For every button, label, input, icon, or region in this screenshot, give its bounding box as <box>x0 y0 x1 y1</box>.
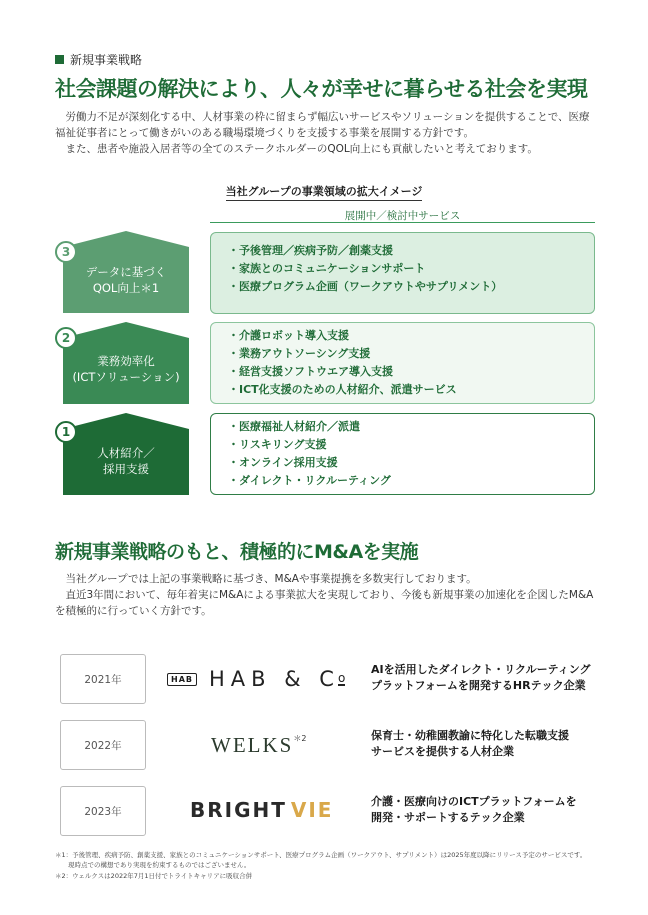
brightvie-logo <box>190 795 333 825</box>
service-item: ・ 医療福祉人材紹介／派遣 <box>228 418 594 436</box>
year-2022: 2022年 <box>60 720 146 770</box>
tier-2-number: 2 <box>55 327 77 349</box>
service-item: ・ 介護ロボット導入支援 <box>228 327 594 345</box>
welks-description: 保育士・幼稚園教諭に特化した転職支援 サービスを提供する人材企業 <box>371 729 569 758</box>
brightvie-description: 介護・医療向けのICTプラットフォームを 開発・サポートするテック企業 <box>371 795 577 824</box>
tier-1-services <box>210 413 595 495</box>
welks-logo <box>211 730 306 760</box>
intro-paragraph-1: 労働力不足が深刻化する中、人材事業の枠に留まらず幅広いサービスやソリューションを提供することで、医療福祉従事者にとって働きがいのある職場環境づくりを支援する事業を展開する方針です。 <box>55 111 590 139</box>
ma-headline: 新規事業戦略のもと、積極的にM&Aを実施 <box>55 541 419 563</box>
habco-description: AIを活用したダイレクト・リクルーティング プラットフォームを開発するHRテック企業 <box>371 663 591 692</box>
footnote-2: ＊2：ウェルクスは2022年7月1日付でトライトキャリアに吸収合併 <box>55 872 253 880</box>
welks-note: ＊2 <box>293 734 307 743</box>
ma-paragraph-2: 直近3年間において、毎年着実にM&Aによる事業拡大を実現しており、今後も新規事業の加速化を企図したM&Aを積極的に行っていく方針です。 <box>55 589 594 617</box>
service-item: ・ ダイレクト・リクルーティング <box>228 472 594 490</box>
brightvie-accent: VIE <box>290 798 334 822</box>
tier-2 <box>63 322 189 404</box>
habco-logo <box>167 664 345 694</box>
habco-wordmark-tail: o <box>337 670 346 685</box>
service-item: ・ オンライン採用支援 <box>228 454 594 472</box>
tier-1-number: 1 <box>55 421 77 443</box>
service-item: ・ 家族とのコミュニケーションサポート <box>228 260 594 278</box>
page-headline: 社会課題の解決により、人々が幸せに暮らせる社会を実現 <box>55 77 588 101</box>
habco-wordmark: HAB & C <box>208 667 340 691</box>
tier-2-services <box>210 322 595 404</box>
service-item: ・ 予後管理／疾病予防／創薬支援 <box>228 242 594 260</box>
tier-3-services <box>210 232 595 314</box>
year-2023: 2023年 <box>60 786 146 836</box>
tier-2-label: 業務効率化 (ICTソリューション) <box>72 354 180 384</box>
intro-text <box>55 109 600 157</box>
section-label <box>55 51 142 68</box>
services-label: 展開中／検討中サービス <box>344 210 461 222</box>
footnote-1-cont: 現時点での構想であり実現を約束するものではございません。 <box>55 861 251 869</box>
section-label-text: 新規事業戦略 <box>70 53 143 67</box>
service-item: ・ 医療プログラム企画（ワークアウトやサプリメント） <box>228 278 594 296</box>
footnote-1: ＊1：予後管理、疾病予防、創薬支援、家族とのコミュニケーションサポート、医療プログラム企画（ワークアウト、サプリメント）は2025年度以降にリリース予定のサービスです。 <box>55 851 587 859</box>
service-item: ・ 業務アウトソーシング支援 <box>228 345 594 363</box>
service-item: ・ 経営支援ソフトウエア導入支援 <box>228 363 594 381</box>
intro-paragraph-2: また、患者や施設入居者等の全てのステークホルダーのQOL向上にも貢献したいと考えております。 <box>65 143 538 155</box>
tier-3 <box>63 231 189 313</box>
year-2021: 2021年 <box>60 654 146 704</box>
square-bullet-icon <box>55 55 64 64</box>
ma-paragraph-1: 当社グループでは上記の事業戦略に基づき、M&Aや事業提携を多数実行しております。 <box>65 573 477 585</box>
services-divider <box>210 222 595 223</box>
service-item: ・ ICT化支援のための人材紹介、派遣サービス <box>228 381 594 399</box>
tier-1 <box>63 413 189 495</box>
service-item: ・ リスキリング支援 <box>228 436 594 454</box>
habco-mark: HAB <box>167 673 197 686</box>
diagram-title: 当社グループの事業領域の拡大イメージ <box>0 183 648 199</box>
tier-1-label: 人材紹介／ 採用支援 <box>97 446 155 476</box>
ma-text <box>55 571 600 619</box>
welks-wordmark: WELKS <box>211 732 294 757</box>
tier-3-label: データに基づく QOL向上＊1 <box>85 265 167 295</box>
brightvie-wordmark: BRIGHT <box>190 798 287 822</box>
tier-3-number: 3 <box>55 241 77 263</box>
